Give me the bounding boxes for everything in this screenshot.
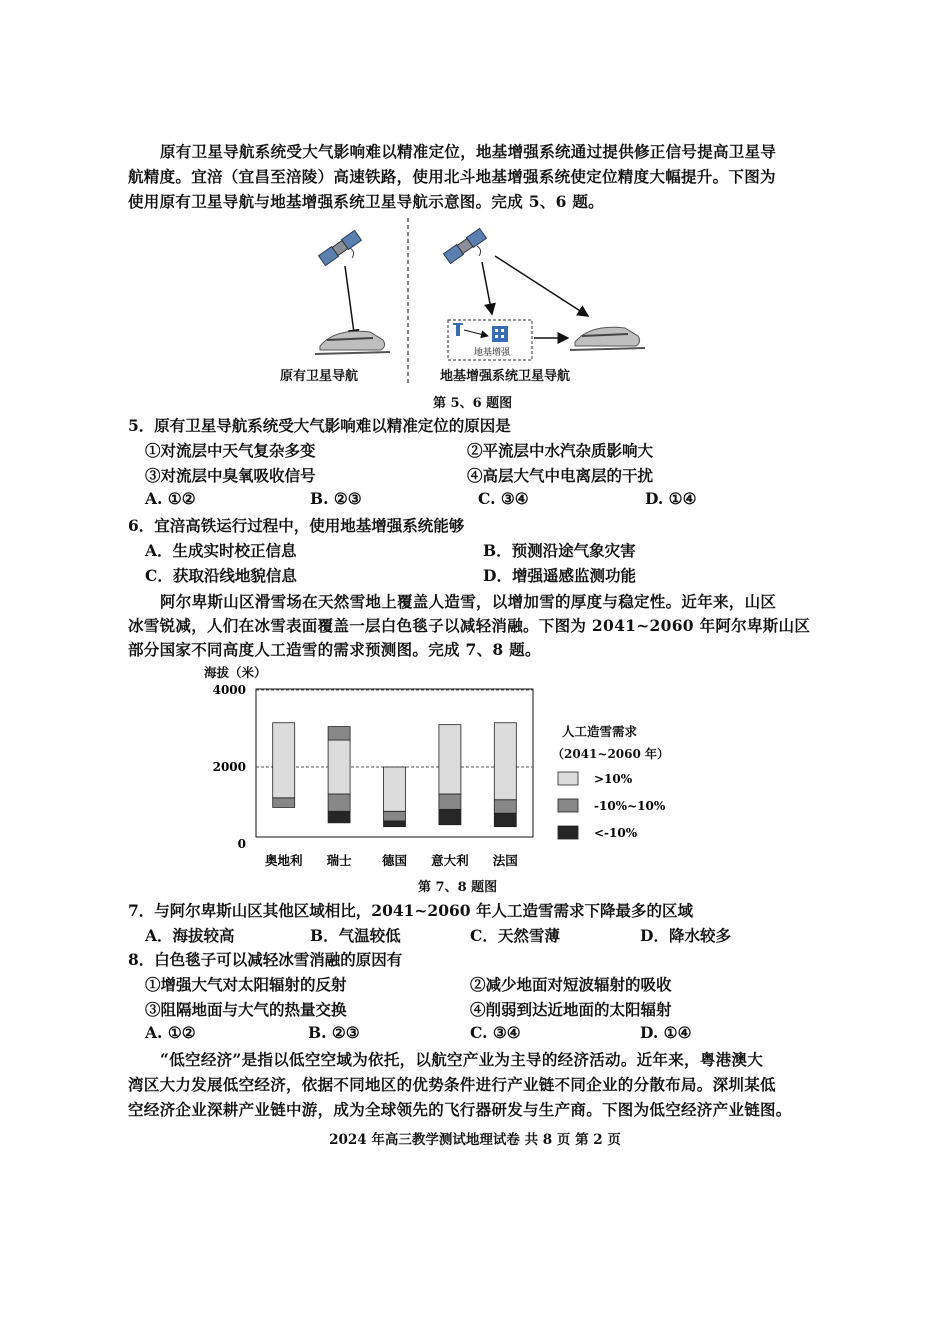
satellite-icon: [319, 230, 362, 265]
train-icon: [570, 327, 645, 350]
q8-option-a: A. ①②: [145, 1023, 196, 1042]
legend-label: >10%: [594, 772, 633, 786]
station-label: 地基增强: [474, 348, 511, 358]
figure2-caption: 第 7、8 题图: [418, 880, 498, 895]
legend-subtitle: （2041~2060 年）: [552, 747, 670, 761]
legend-label: <-10%: [594, 826, 638, 840]
satellite-navigation-figure: [270, 218, 690, 408]
question-7-stem: 7．与阿尔卑斯山区其他区域相比，2041~2060 年人工造雪需求下降最多的区域: [128, 901, 693, 920]
x-tick-label: 瑞士: [326, 853, 352, 868]
x-tick-label: 德国: [381, 853, 408, 868]
q5-option-d: D. ①④: [645, 489, 697, 508]
passage1-line-3: 使用原有卫星导航与地基增强系统卫星导航示意图。完成 5、6 题。: [128, 192, 604, 211]
legend-swatch: [558, 826, 578, 839]
q5-item-4: ④高层大气中电离层的干扰: [467, 466, 654, 485]
q5-option-a: A. ①②: [145, 489, 196, 508]
q5-item-2: ②平流层中水汽杂质影响大: [467, 441, 654, 460]
q8-item-4: ④削弱到达近地面的太阳辐射: [470, 1000, 672, 1019]
bar-segment: [328, 740, 350, 794]
legend-label: -10%~10%: [594, 799, 666, 813]
q7-option-a: A．海拔较高: [145, 926, 235, 945]
x-tick-label: 奥地利: [264, 853, 303, 868]
bar-segment: [328, 794, 350, 811]
passage3-line-3: 空经济企业深耕产业链中游，成为全球领先的飞行器研发与生产商。下图为低空经济产业链图。: [128, 1100, 792, 1119]
q8-item-3: ③阻隔地面与大气的热量交换: [145, 1000, 347, 1019]
q6-option-a: A．生成实时校正信息: [145, 541, 297, 560]
antenna-icon: [453, 324, 463, 336]
q8-item-1: ①增强大气对太阳辐射的反射: [145, 975, 347, 994]
bar-segment: [494, 723, 516, 800]
building-icon: [492, 326, 508, 342]
bar-segment: [439, 794, 461, 809]
q8-option-d: D. ①④: [640, 1023, 692, 1042]
passage2-line-3: 部分国家不同高度人工造雪的需求预测图。完成 7、8 题。: [128, 640, 541, 659]
question-8-stem: 8．白色毯子可以减轻冰雪消融的原因有: [128, 950, 403, 969]
bar-segment: [384, 821, 406, 827]
bar-segment: [439, 725, 461, 794]
bar-segment: [273, 798, 295, 808]
x-tick-label: 法国: [492, 853, 518, 868]
snow-demand-chart: [190, 660, 690, 875]
q8-item-2: ②减少地面对短波辐射的吸收: [470, 975, 672, 994]
satellite-icon: [444, 228, 487, 263]
question-6-stem: 6．宜涪高铁运行过程中，使用地基增强系统能够: [128, 516, 465, 535]
q6-option-d: D．增强遥感监测功能: [483, 566, 636, 585]
q7-option-b: B．气温较低: [310, 926, 401, 945]
q8-option-b: B. ②③: [308, 1023, 360, 1042]
q8-option-c: C. ③④: [470, 1023, 521, 1042]
train-icon: [315, 331, 390, 354]
q5-option-c: C. ③④: [478, 489, 529, 508]
q5-option-b: B. ②③: [310, 489, 362, 508]
q6-option-b: B．预测沿途气象灾害: [483, 541, 636, 560]
left-figure-label: 原有卫星导航: [280, 369, 359, 384]
q5-item-3: ③对流层中臭氧吸收信号: [145, 466, 316, 485]
figure1-caption: 第 5、6 题图: [433, 396, 513, 411]
bar-segment: [328, 811, 350, 823]
bar-segment: [384, 811, 406, 821]
legend-swatch: [558, 772, 578, 785]
bar-segment: [384, 767, 406, 811]
chart-y-axis-label: 海拔（米）: [204, 665, 267, 680]
bar-segment: [328, 727, 350, 740]
q7-option-c: C．天然雪薄: [470, 926, 560, 945]
passage2-line-2: 冰雪锐减，人们在冰雪表面覆盖一层白色毯子以减轻消融。下图为 2041~2060 年阿尔卑斯山区: [128, 616, 811, 635]
passage3-line-1: “低空经济”是指以低空空域为依托，以航空产业为主导的经济活动。近年来，粤港澳大: [160, 1050, 764, 1069]
page-footer: 2024 年高三教学测试地理试卷 共 8 页 第 2 页: [329, 1132, 621, 1148]
y-tick-label: 4000: [212, 683, 246, 697]
x-tick-label: 意大利: [431, 853, 469, 868]
q5-item-1: ①对流层中天气复杂多变: [145, 441, 316, 460]
passage1-line-2: 航精度。宜涪（宜昌至涪陵）高速铁路，使用北斗地基增强系统使定位精度大幅提升。下图为: [128, 167, 776, 186]
y-tick-label: 2000: [212, 760, 246, 774]
right-figure-label: 地基增强系统卫星导航: [440, 369, 571, 384]
passage3-line-2: 湾区大力发展低空经济，依据不同地区的优势条件进行产业链不同企业的分散布局。深圳某低: [128, 1075, 776, 1094]
y-tick-label: 0: [237, 837, 246, 851]
legend-swatch: [558, 799, 578, 812]
bar-segment: [273, 723, 295, 798]
bar-segment: [494, 813, 516, 826]
q6-option-c: C．获取沿线地貌信息: [145, 566, 297, 585]
question-5-stem: 5．原有卫星导航系统受大气影响难以精准定位的原因是: [128, 416, 511, 435]
q7-option-d: D．降水较多: [640, 926, 731, 945]
passage1-line-1: 原有卫星导航系统受大气影响难以精准定位，地基增强系统通过提供修正信号提高卫星导: [160, 142, 777, 161]
legend-title: 人工造雪需求: [562, 724, 638, 739]
passage2-line-1: 阿尔卑斯山区滑雪场在天然雪地上覆盖人造雪，以增加雪的厚度与稳定性。近年来，山区: [160, 592, 777, 611]
bar-segment: [439, 809, 461, 824]
bar-segment: [494, 800, 516, 813]
